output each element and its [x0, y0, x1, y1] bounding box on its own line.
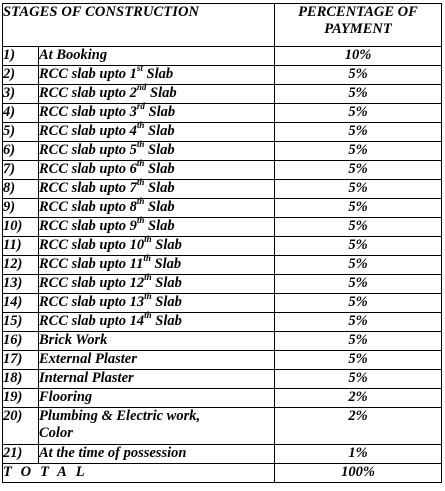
row-number: 2) — [3, 66, 39, 85]
row-percentage: 5% — [275, 180, 442, 199]
row-stage — [39, 120, 275, 142]
row-stage-ordinal: rd — [136, 101, 145, 112]
row-stage-text: RCC slab upto 14 — [39, 313, 145, 329]
row-number: 16) — [3, 332, 39, 351]
table-row — [3, 445, 442, 464]
row-percentage: 5% — [275, 294, 442, 313]
table-row — [3, 85, 442, 104]
row-percentage: 5% — [275, 256, 442, 275]
row-stage-text: RCC slab upto 12 — [39, 275, 145, 291]
row-stage-text: RCC slab upto 5 — [39, 142, 137, 158]
row-stage-ordinal: th — [144, 234, 152, 245]
row-number: 7) — [3, 161, 39, 180]
row-number: 8) — [3, 180, 39, 199]
row-stage-ordinal: nd — [136, 82, 147, 93]
table-row — [3, 47, 442, 66]
row-stage — [39, 177, 275, 199]
row-stage-text: Brick Work — [39, 332, 108, 348]
row-percentage: 5% — [275, 85, 442, 104]
row-stage — [39, 158, 275, 180]
table-row — [3, 370, 442, 389]
table-row — [3, 275, 442, 294]
row-stage-ordinal: th — [136, 158, 145, 169]
row-stage-line2: Color — [39, 425, 73, 441]
row-percentage: 5% — [275, 332, 442, 351]
row-number: 12) — [3, 256, 39, 275]
row-stage — [39, 253, 275, 275]
row-stage — [39, 408, 275, 445]
row-stage-suffix: Slab — [151, 237, 182, 253]
row-stage — [39, 234, 275, 256]
payment-schedule-table — [2, 3, 442, 483]
row-stage — [39, 215, 275, 237]
row-stage-text: RCC slab upto 6 — [39, 161, 137, 177]
row-percentage: 5% — [275, 275, 442, 294]
row-stage — [39, 370, 275, 389]
row-number: 13) — [3, 275, 39, 294]
row-stage-ordinal: th — [136, 120, 145, 131]
total-label: TOTAL — [3, 464, 275, 483]
table-row — [3, 142, 442, 161]
row-stage — [39, 272, 275, 294]
row-stage-text: RCC slab upto 10 — [39, 237, 145, 253]
row-number: 5) — [3, 123, 39, 142]
row-percentage: 5% — [275, 123, 442, 142]
row-stage-text: RCC slab upto 9 — [39, 218, 137, 234]
total-percentage: 100% — [275, 464, 442, 483]
row-percentage: 5% — [275, 104, 442, 123]
row-stage-ordinal: th — [136, 139, 145, 150]
row-stage-suffix: Slab — [151, 294, 182, 310]
row-stage-text: RCC slab upto 13 — [39, 294, 145, 310]
row-percentage: 5% — [275, 66, 442, 85]
row-percentage: 5% — [275, 161, 442, 180]
total-row — [3, 464, 442, 483]
table-row — [3, 408, 442, 445]
table-row — [3, 256, 442, 275]
row-stage-text: Flooring — [39, 389, 93, 405]
table-row — [3, 218, 442, 237]
row-number: 6) — [3, 142, 39, 161]
row-stage-suffix: Slab — [144, 180, 175, 196]
row-percentage: 5% — [275, 370, 442, 389]
row-stage-suffix: Slab — [144, 123, 175, 139]
row-stage-ordinal: th — [144, 291, 152, 302]
row-stage-ordinal: th — [136, 215, 145, 226]
row-stage-text: Internal Plaster — [39, 370, 134, 386]
row-stage — [39, 101, 275, 123]
row-stage — [39, 351, 275, 370]
row-stage — [39, 139, 275, 161]
row-stage-suffix: Slab — [144, 161, 175, 177]
row-stage-ordinal: th — [143, 253, 151, 264]
row-number: 4) — [3, 104, 39, 123]
row-percentage: 5% — [275, 237, 442, 256]
table-row — [3, 332, 442, 351]
percentage-header — [275, 4, 442, 47]
table-row — [3, 180, 442, 199]
row-percentage: 5% — [275, 218, 442, 237]
table-row — [3, 237, 442, 256]
row-percentage: 5% — [275, 351, 442, 370]
row-number: 9) — [3, 199, 39, 218]
table-row — [3, 389, 442, 408]
row-number: 19) — [3, 389, 39, 408]
row-stage — [39, 63, 275, 85]
table-row — [3, 294, 442, 313]
row-stage-ordinal: th — [136, 196, 145, 207]
row-number: 10) — [3, 218, 39, 237]
row-number: 20) — [3, 408, 39, 445]
row-stage-suffix: Slab — [144, 104, 176, 120]
table-row — [3, 66, 442, 85]
row-stage — [39, 389, 275, 408]
row-stage-text: RCC slab upto 8 — [39, 199, 137, 215]
row-stage-suffix: Slab — [150, 256, 182, 272]
table-row — [3, 313, 442, 332]
row-stage-text: RCC slab upto 7 — [39, 180, 137, 196]
percentage-header-line2: PAYMENT — [324, 21, 392, 37]
row-number: 11) — [3, 237, 39, 256]
row-percentage: 5% — [275, 313, 442, 332]
row-number: 17) — [3, 351, 39, 370]
row-stage — [39, 310, 275, 332]
row-stage-text: RCC slab upto 1 — [39, 66, 137, 82]
row-percentage: 10% — [275, 47, 442, 66]
row-number: 3) — [3, 85, 39, 104]
row-stage-suffix: Slab — [144, 142, 175, 158]
table-row — [3, 123, 442, 142]
table-row — [3, 351, 442, 370]
row-stage — [39, 82, 275, 104]
row-stage-text: RCC slab upto 3 — [39, 104, 137, 120]
row-stage-suffix: Slab — [146, 85, 177, 101]
row-stage-text: RCC slab upto 11 — [39, 256, 144, 272]
row-stage-ordinal: st — [136, 63, 143, 74]
row-percentage: 5% — [275, 199, 442, 218]
row-number: 15) — [3, 313, 39, 332]
row-percentage: 5% — [275, 142, 442, 161]
row-stage-ordinal: th — [136, 177, 145, 188]
row-stage-text: External Plaster — [39, 351, 137, 367]
header-row — [3, 4, 442, 47]
row-percentage: 2% — [275, 389, 442, 408]
percentage-header-line1: PERCENTAGE OF — [298, 4, 418, 20]
table-row — [3, 199, 442, 218]
row-number: 14) — [3, 294, 39, 313]
row-number: 21) — [3, 445, 39, 464]
row-stage-suffix: Slab — [151, 313, 182, 329]
row-stage-text: At Booking — [39, 47, 108, 63]
row-percentage: 1% — [275, 445, 442, 464]
row-stage — [39, 47, 275, 66]
row-stage-line1: Plumbing & Electric work, — [39, 408, 201, 424]
row-stage-suffix: Slab — [151, 275, 182, 291]
row-stage-text: RCC slab upto 2 — [39, 85, 137, 101]
row-stage-text: RCC slab upto 4 — [39, 123, 137, 139]
table-row — [3, 161, 442, 180]
row-stage — [39, 332, 275, 351]
row-stage-suffix: Slab — [144, 218, 175, 234]
row-number: 1) — [3, 47, 39, 66]
table-row — [3, 104, 442, 123]
stages-header: STAGES OF CONSTRUCTION — [3, 4, 275, 47]
row-stage-ordinal: th — [144, 310, 152, 321]
row-percentage: 2% — [275, 408, 442, 445]
row-stage-ordinal: th — [144, 272, 152, 283]
row-stage-suffix: Slab — [142, 66, 174, 82]
row-stage — [39, 196, 275, 218]
row-stage-suffix: Slab — [144, 199, 175, 215]
row-number: 18) — [3, 370, 39, 389]
row-stage: At the time of possession — [39, 445, 275, 464]
row-stage — [39, 291, 275, 313]
